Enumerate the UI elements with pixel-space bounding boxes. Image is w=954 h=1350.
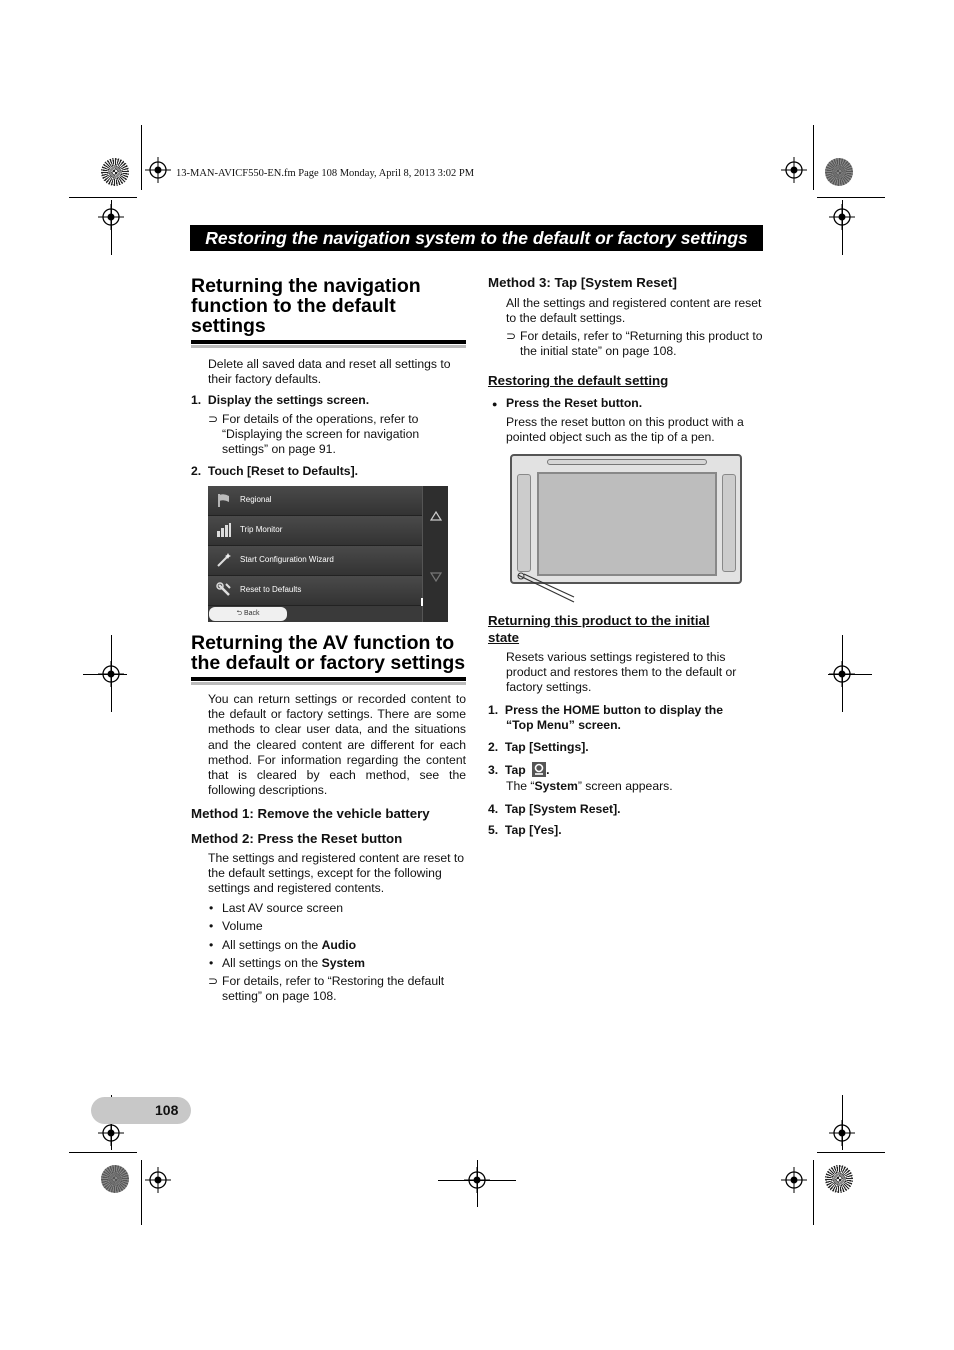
left-button-panel (517, 474, 531, 572)
color-rosette-icon (101, 1165, 129, 1193)
step-3-result: The “System” screen appears. (506, 779, 673, 793)
method-2-heading: Method 2: Press the Reset button (191, 831, 403, 846)
registration-cross-icon (464, 1167, 490, 1193)
method-2-reference: ⊃ For details, refer to “Restoring the default setting” on page 108. (208, 974, 445, 1004)
display-screen (537, 472, 717, 576)
right-button-panel (722, 474, 736, 572)
scroll-down-icon[interactable] (430, 572, 442, 582)
method-3-reference: ⊃ For details, refer to “Returning this product to the initial state” on page 108. (506, 329, 763, 359)
arrow-icon: ⊃ (506, 329, 517, 343)
registration-cross-icon (829, 204, 855, 230)
menu-item-trip-monitor[interactable]: Trip Monitor (208, 516, 422, 546)
color-rosette-icon (825, 1165, 853, 1193)
settings-screen-image (208, 486, 448, 622)
list-item: • Last AV source screen (209, 901, 344, 915)
wrench-icon (216, 582, 232, 598)
page-number: 108 (155, 1102, 179, 1118)
registration-cross-icon (781, 157, 807, 183)
step-3: 3. Tap . (488, 763, 550, 777)
heading-rule-shadow (191, 345, 466, 348)
step-1-continued: “Top Menu” screen. (506, 718, 621, 732)
step-4: 4. Tap [System Reset]. (488, 802, 621, 816)
system-settings-icon[interactable] (532, 762, 546, 777)
scroll-panel (422, 486, 448, 622)
registration-cross-icon (829, 1120, 855, 1146)
bar-chart-icon (216, 522, 232, 538)
heading-rule-shadow (191, 682, 466, 685)
method-3-text: All the settings and registered content are reset to the default settings. (506, 296, 762, 326)
pen-tip-icon (516, 572, 576, 604)
scroll-thumb[interactable] (421, 598, 423, 606)
back-arrow-icon: ⮌ (236, 610, 244, 617)
method-3-heading: Method 3: Tap [System Reset] (488, 275, 677, 290)
registration-cross-icon (829, 661, 855, 687)
returning-text: Resets various settings registered to this product and restores them to the default or factory settings. (506, 650, 737, 695)
method-2-text: The settings and registered content are reset to the default settings, except for the following settings and registered contents. (208, 851, 465, 896)
step-5: 5. Tap [Yes]. (488, 823, 562, 837)
arrow-icon: ⊃ (208, 974, 219, 988)
flag-icon (216, 492, 232, 508)
press-reset-text: Press the reset button on this product with a pointed object such as the tip of a pen. (506, 415, 744, 445)
list-item: • All settings on the Audio (209, 938, 357, 952)
menu-item-regional[interactable]: Regional (208, 486, 422, 516)
heading-av-reset: Returning the AV function to the default or factory settings (191, 632, 466, 674)
section-banner: Restoring the navigation system to the default or factory settings (190, 225, 763, 251)
menu-item-reset-to-defaults[interactable]: Reset to Defaults (208, 576, 422, 606)
heading-navigation-reset: Returning the navigation function to the default settings (191, 275, 421, 337)
back-button[interactable]: ⮌ Back (209, 607, 287, 621)
head-unit-illustration (510, 454, 742, 584)
restoring-default-heading: Restoring the default setting (488, 373, 669, 388)
heading-rule (191, 340, 466, 344)
intro-text: Delete all saved data and reset all settings to their factory defaults. (208, 357, 451, 387)
disc-slot (547, 459, 707, 465)
registration-cross-icon (145, 157, 171, 183)
step-1-reference: ⊃ For details of the operations, refer to “Displaying the screen for navigation settings” on page 91. (208, 412, 420, 457)
color-rosette-icon (101, 158, 129, 186)
press-reset-step: ● Press the Reset button. (492, 396, 643, 410)
returning-initial-heading: Returning this product to the initial state (488, 613, 710, 645)
registration-cross-icon (145, 1167, 171, 1193)
method-1-heading: Method 1: Remove the vehicle battery (191, 806, 430, 821)
registration-cross-icon (98, 661, 124, 687)
step-2: 2. Tap [Settings]. (488, 740, 589, 754)
menu-item-start-configuration-wizard[interactable]: Start Configuration Wizard (208, 546, 422, 576)
heading-rule (191, 677, 466, 681)
scroll-up-icon[interactable] (430, 511, 442, 521)
wand-icon (216, 552, 232, 568)
registration-cross-icon (781, 1167, 807, 1193)
arrow-icon: ⊃ (208, 412, 219, 426)
list-item: • Volume (209, 919, 263, 933)
registration-cross-icon (98, 204, 124, 230)
av-intro-text: You can return settings or recorded content to the default or factory settings. There are some methods to clear user data, and the situations and the cleared content are different for each method. For information regarding the content that is cleared by each method, see the following descriptions. (208, 692, 466, 798)
step-2: 2. Touch [Reset to Defaults]. (191, 464, 359, 478)
list-item: • All settings on the System (209, 956, 365, 970)
color-rosette-icon (825, 158, 853, 186)
print-header: 13-MAN-AVICF550-EN.fm Page 108 Monday, April 8, 2013 3:02 PM (176, 168, 475, 179)
step-1: 1. Press the HOME button to display the (488, 703, 723, 717)
step-1: 1. Display the settings screen. (191, 393, 370, 407)
